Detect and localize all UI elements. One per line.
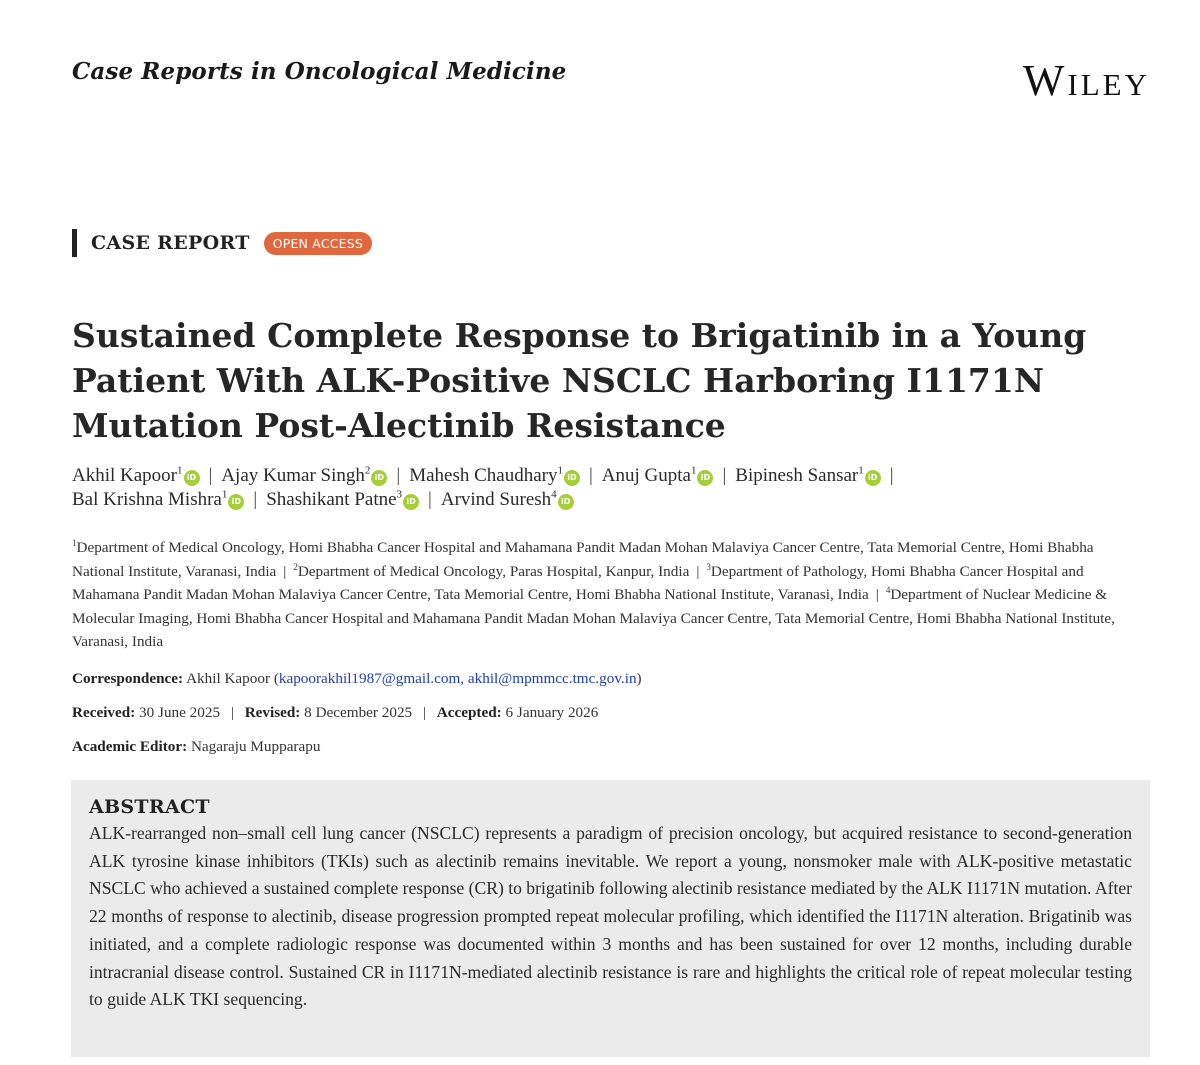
correspondence-name: Akhil Kapoor (186, 670, 271, 687)
orcid-icon[interactable]: iD (697, 470, 713, 486)
revised-date: 8 December 2025 (304, 704, 413, 721)
orcid-icon[interactable]: iD (184, 470, 200, 486)
publisher-logo[interactable]: Wiley (1022, 56, 1150, 105)
author-entry[interactable] (409, 465, 580, 486)
affiliation-list (72, 536, 1147, 654)
article-type-label: CASE REPORT (91, 232, 250, 254)
author-entry[interactable] (735, 465, 880, 486)
author-affiliation-number: 1 (557, 464, 563, 477)
affiliation-separator: | (875, 586, 879, 603)
orcid-icon[interactable]: iD (228, 494, 244, 510)
author-name[interactable]: Anuj Gupta (601, 465, 691, 486)
orcid-icon[interactable]: iD (403, 494, 419, 510)
author-name[interactable]: Shashikant Patne (266, 489, 397, 510)
received-label: Received: (72, 704, 136, 721)
author-separator: | (208, 465, 213, 486)
orcid-icon[interactable]: iD (371, 470, 387, 486)
author-entry[interactable] (221, 465, 387, 486)
author-separator: | (396, 465, 401, 486)
affiliation-number: 3 (706, 561, 711, 572)
author-name[interactable]: Bal Krishna Mishra (72, 489, 222, 510)
academic-editor-label: Academic Editor: (72, 738, 188, 755)
orcid-icon[interactable]: iD (564, 470, 580, 486)
affiliation-text: Department of Pathology, Homi Bhabha Cancer Hospital and Mahamana Pandit Madan Mohan Malaviya Cancer Centre, Tata Memorial Centre, Homi Bhabha National Institute, Varanasi, India (72, 562, 1084, 603)
correspondence-label: Correspondence: (72, 670, 184, 687)
author-separator: | (588, 465, 593, 486)
open-access-badge: OPEN ACCESS (264, 232, 372, 255)
author-affiliation-number: 1 (221, 488, 228, 501)
article-type-row (72, 229, 372, 257)
article-title: Sustained Complete Response to Brigatinib in a Young Patient With ALK-Positive NSCLC Harboring I1171N Mutation Post-Alectinib Resistance (72, 316, 1087, 445)
affiliation-number: 2 (293, 561, 298, 572)
author-affiliation-number: 3 (396, 488, 403, 501)
affiliation-separator: | (283, 562, 287, 580)
author-separator: | (722, 465, 727, 486)
author-entry[interactable] (266, 489, 419, 510)
correspondence-email-links[interactable]: kapoorakhil1987@gmail.com, akhil@mpmmcc.tmc.gov.in (278, 670, 637, 687)
article-type-bar (72, 229, 77, 257)
author-entry[interactable] (441, 489, 574, 510)
author-name[interactable]: Bipinesh Sansar (735, 465, 859, 486)
author-separator: | (889, 465, 894, 486)
abstract-text: ALK-rearranged non–small cell lung cancer (NSCLC) represents a paradigm of precision oncology, but acquired resistance to second-generation ALK tyrosine kinase inhibitors (TKIs) such as alectinib remains inevitable. We report a young, nonsmoker male with ALK-positive metastatic NSCLC who achieved a sustained complete response (CR) to brigatinib following alectinib resistance mediated by the ALK I1171N mutation. After 22 months of response to alectinib, disease progression prompted repeat molecular profiling, which identified the I1171N alteration. Brigatinib was initiated, and a complete radiologic response was documented within 3 months and has been sustained for over 12 months, including durable intracranial disease control. Sustained CR in I1171N-mediated alectinib resistance is rare and highlights the critical role of repeat molecular testing to guide ALK TKI sequencing. (89, 823, 1133, 1010)
affiliation-text: Department of Medical Oncology, Paras Hospital, Kanpur, India (297, 562, 690, 580)
author-affiliation-number: 2 (364, 464, 371, 477)
accepted-label: Accepted: (436, 704, 502, 721)
author-affiliation-number: 1 (177, 464, 183, 477)
author-separator: | (253, 489, 258, 510)
author-name[interactable]: Mahesh Chaudhary (409, 465, 558, 486)
abstract-heading: ABSTRACT (89, 796, 210, 818)
date-separator: | (422, 704, 426, 721)
affiliation-separator: | (696, 562, 700, 580)
author-name[interactable]: Ajay Kumar Singh (221, 465, 365, 486)
orcid-icon[interactable]: iD (558, 494, 574, 510)
date-separator: | (230, 704, 234, 721)
author-list (72, 464, 1152, 512)
author-entry[interactable] (72, 465, 200, 486)
author-affiliation-number: 1 (858, 464, 864, 477)
accepted-date: 6 January 2026 (505, 704, 599, 721)
history-dates-line (72, 704, 598, 722)
correspondence-line: Correspondence: Akhil Kapoor (kapoorakhil1987@gmail.com, akhil@mpmmcc.tmc.gov.in) (72, 670, 642, 687)
affiliation-number: 4 (885, 584, 891, 595)
received-date: 30 June 2025 (139, 704, 221, 721)
author-affiliation-number: 4 (551, 488, 557, 501)
academic-editor-name: Nagaraju Mupparapu (190, 738, 321, 755)
revised-label: Revised: (244, 704, 301, 721)
affiliation-number: 1 (72, 537, 77, 548)
orcid-icon[interactable]: iD (865, 470, 881, 486)
academic-editor-line (72, 738, 320, 756)
author-separator: | (428, 489, 432, 510)
affiliation-text: Department of Medical Oncology, Homi Bhabha Cancer Hospital and Mahamana Pandit Madan Mohan Malaviya Cancer Centre, Tata Memorial Centre, Homi Bhabha National Institute, Varanasi, India (72, 539, 1094, 580)
affiliation-text: Department of Nuclear Medicine & Molecular Imaging, Homi Bhabha Cancer Hospital and Mahamana Pandit Madan Mohan Malaviya Cancer Centre, Tata Memorial Centre, Homi Bhabha National Institute, Varanasi, India (72, 586, 1115, 650)
author-entry[interactable] (72, 489, 244, 510)
author-entry[interactable] (602, 465, 714, 486)
journal-name[interactable]: Case Reports in Oncological Medicine (72, 58, 567, 85)
author-name[interactable]: Arvind Suresh (440, 489, 552, 510)
author-affiliation-number: 1 (690, 464, 697, 477)
author-name[interactable]: Akhil Kapoor (72, 465, 178, 486)
abstract-box (71, 780, 1150, 1057)
